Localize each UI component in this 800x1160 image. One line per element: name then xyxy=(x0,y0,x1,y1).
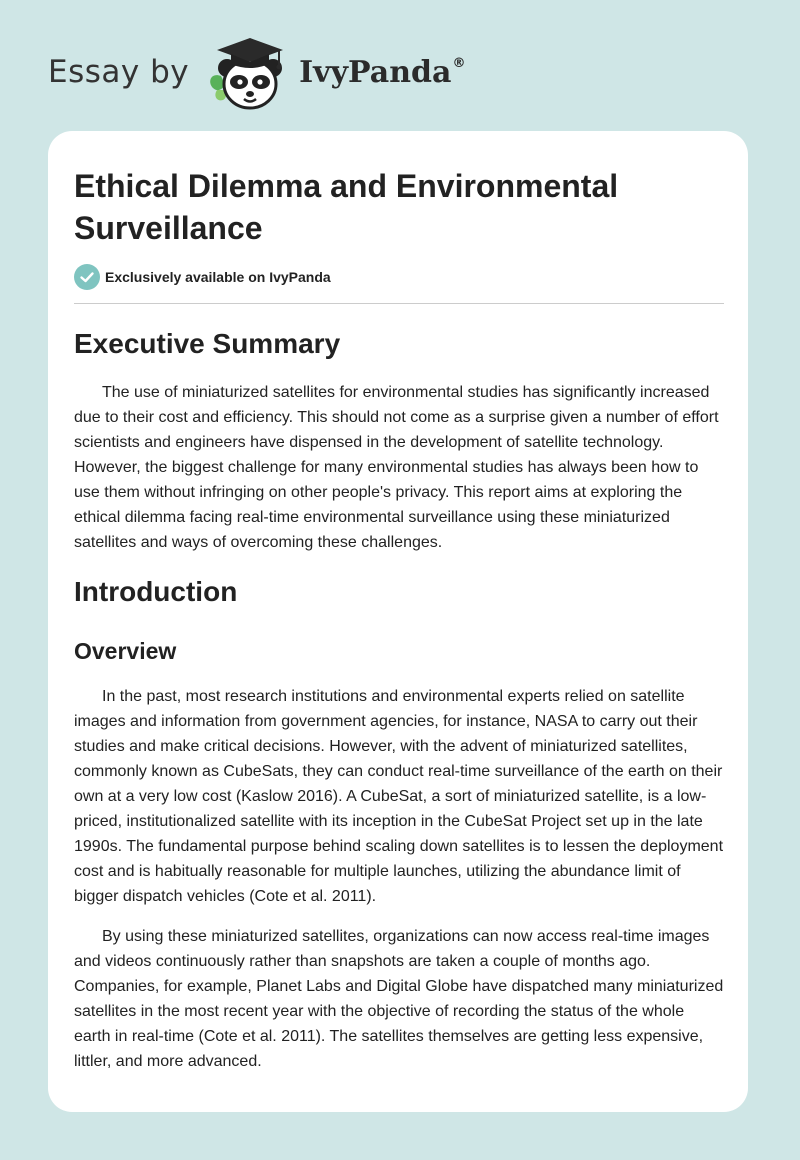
introduction-heading: Introduction xyxy=(74,576,238,607)
essay-card xyxy=(48,131,748,1112)
exclusive-badge xyxy=(74,264,331,290)
check-circle-icon xyxy=(74,264,100,290)
panda-graduation-cap-icon[interactable] xyxy=(203,32,295,112)
overview-heading: Overview xyxy=(74,638,177,664)
site-header xyxy=(48,32,465,112)
exclusive-badge-label: Exclusively available on IvyPanda xyxy=(105,269,331,285)
executive-summary-heading: Executive Summary xyxy=(74,328,341,359)
registered-mark: ® xyxy=(452,55,466,71)
essay-by-label: Essay by xyxy=(48,54,190,90)
overview-paragraph-1: In the past, most research institutions and environmental experts relied on satellite images and information from government agencies, for instance, NASA to carry out their studies and make critical decisions. However, with the advent of miniaturized satellites, commonly known as CubeSats, they can conduct real-time surveillance of the earth on their own at a very low cost (Kaslow 2016). A CubeSat, a sort of miniaturized satellite, is a low-priced, institutionalized satellite with its inception in the CubeSat Project set up in the late 1990s. The fundamental purpose behind scaling down satellites is to lessen the deployment cost and is habitually reasonable for multiple launches, utilizing the abundance limit of bigger dispatch vehicles (Cote et al. 2011). xyxy=(74,688,724,905)
brand-name-text: IvyPanda xyxy=(299,54,452,90)
overview-paragraph-2: By using these miniaturized satellites, organizations can now access real-time images and videos continuously rather than snapshots are taken a couple of months ago. Companies, for example, Planet Labs and Digital Globe have dispatched many miniaturized satellites in the most recent year with the objective of recording the status of the whole earth in real-time (Cote et al. 2011). The satellites themselves are getting less expensive, littler, and more advanced. xyxy=(74,928,724,1070)
executive-summary-paragraph: The use of miniaturized satellites for environmental studies has significantly increased due to their cost and efficiency. This should not come as a surprise given a number of effort scientists and engineers have dispensed in the development of satellite technology. However, the biggest challenge for many environmental studies has always been how to use them without infringing on other people's privacy. This report aims at exploring the ethical dilemma facing real-time environmental surveillance using these miniaturized satellites and ways of overcoming these challenges. xyxy=(74,384,719,551)
essay-title: Ethical Dilemma and Environmental Surveillance xyxy=(74,168,619,246)
essay-body xyxy=(74,323,724,1074)
title-divider xyxy=(74,303,724,304)
brand-name[interactable] xyxy=(299,55,465,90)
